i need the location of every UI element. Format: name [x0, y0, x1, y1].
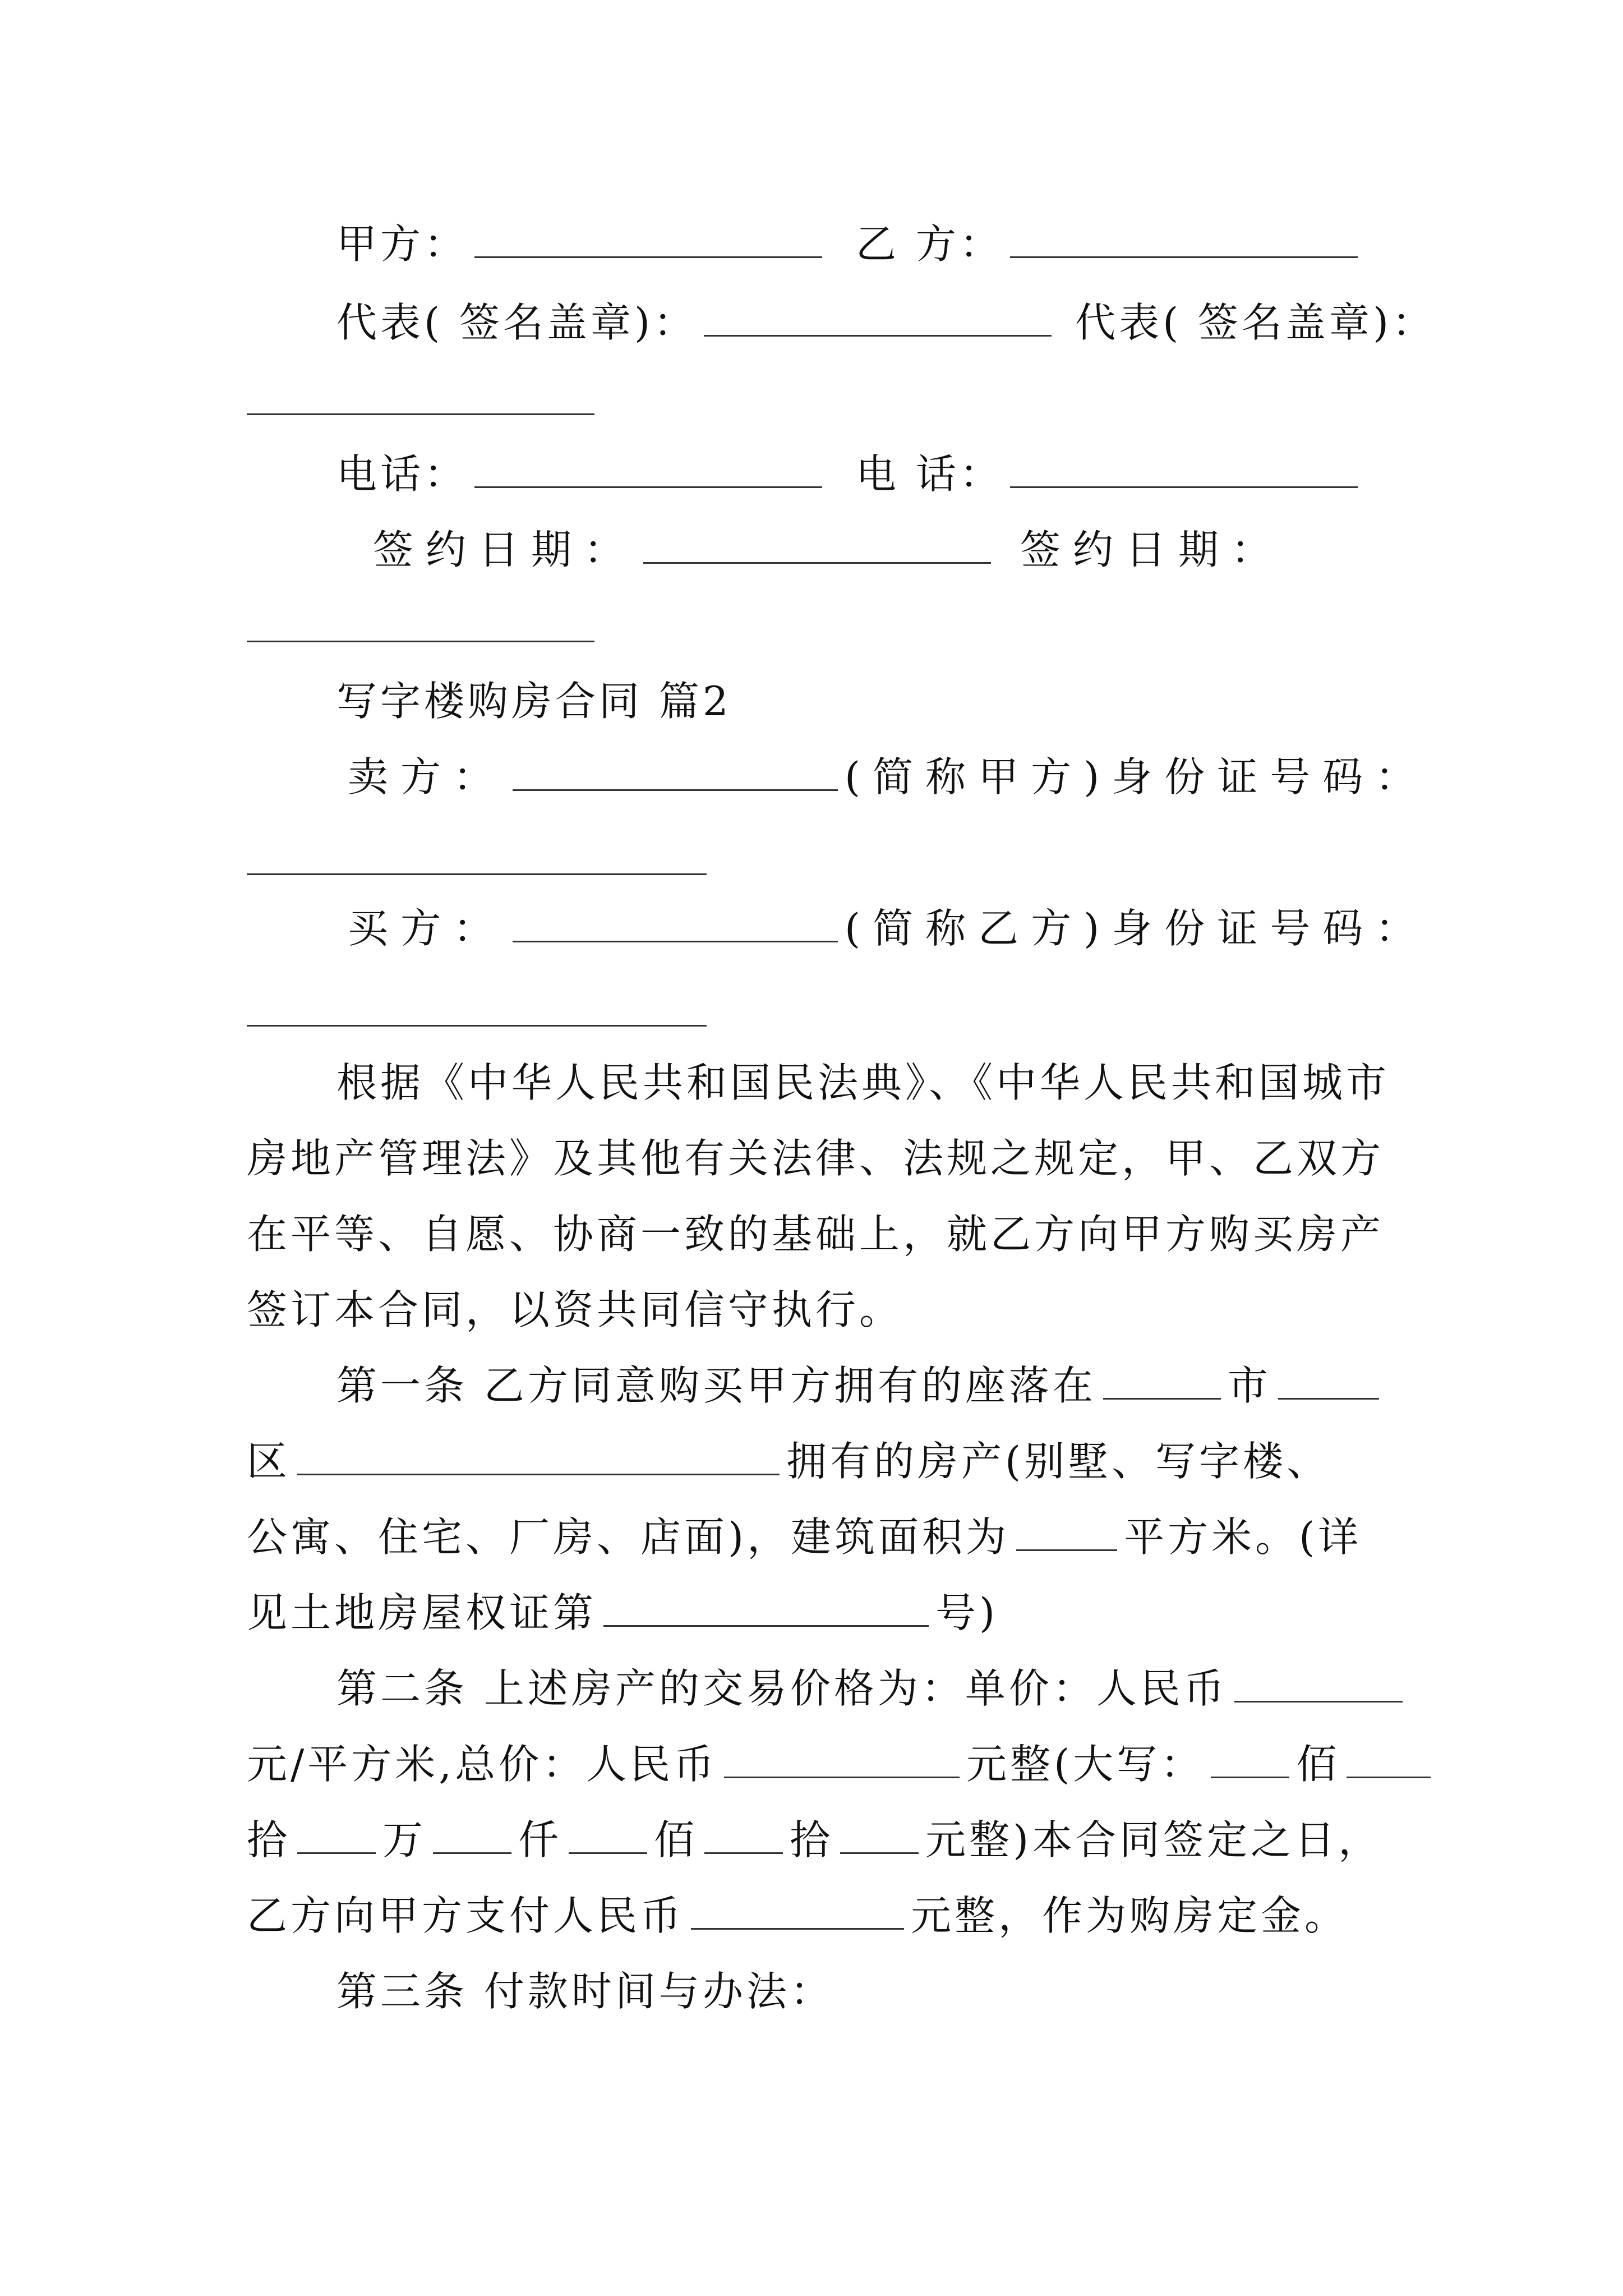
seller-alias: (简称甲方)身份证号码：: [845, 753, 1428, 800]
date-b-blank: [247, 639, 594, 642]
unit-price-blank: [1234, 1664, 1403, 1703]
preamble-line: 在平等、自愿、协商一致的基础上，就乙方向甲方购买房产: [247, 1211, 1385, 1258]
rep-b-blank: [247, 412, 594, 415]
section-title: 写字楼购房合同 篇2: [336, 678, 732, 725]
phone-b-label: 电 话：: [856, 450, 1003, 498]
preamble-line: 根据《中华人民共和国民法典》、《中华人民共和国城市: [336, 1059, 1390, 1106]
amount-blank: [704, 1815, 783, 1854]
article1-line: [247, 1512, 1385, 1562]
article2-line: [336, 1663, 1385, 1714]
article2-unit: 万: [382, 1816, 427, 1864]
article1-text: 见土地房屋权证第: [247, 1589, 597, 1636]
article1-city-label: 市: [1227, 1362, 1271, 1409]
amount-blank: [1347, 1740, 1431, 1778]
buyer-alias: (简称乙方)身份证号码：: [845, 905, 1428, 952]
article2-text: 元整)本合同签定之日，: [925, 1816, 1382, 1864]
date-b-label: 签约日期：: [1020, 526, 1284, 573]
certificate-number-blank: [603, 1588, 929, 1627]
article1-text: 拥有的房产(别墅、写字楼、: [786, 1438, 1331, 1485]
buyer-id-blank: [247, 1024, 707, 1027]
article2-unit: 佰: [1296, 1741, 1340, 1788]
article2-line: [247, 1815, 1385, 1865]
article2-line: [247, 1739, 1385, 1789]
party-b-blank: [1010, 219, 1358, 258]
seller-name-blank: [513, 752, 838, 791]
party-a-blank: [474, 219, 822, 258]
buyer-line: [348, 903, 1428, 954]
article3-title: 第三条 付款时间与办法：: [336, 1968, 834, 2015]
deposit-blank: [691, 1891, 904, 1930]
rep-a-label: 代表( 签名盖章)：: [336, 299, 698, 346]
rep-a-blank: [704, 298, 1052, 337]
article1-text: 第一条 乙方同意购买甲方拥有的座落在: [336, 1362, 1096, 1409]
article1-line: [247, 1588, 1385, 1638]
date-a-blank: [643, 525, 991, 564]
total-price-blank: [724, 1740, 960, 1778]
district-blank: [1278, 1361, 1379, 1400]
amount-blank: [433, 1815, 511, 1854]
article2-text: 元/平方米,总价：人民币: [247, 1741, 718, 1788]
article1-text: 号): [935, 1589, 999, 1636]
seller-label: 卖方：: [348, 753, 506, 800]
rep-b-label: 代表( 签名盖章)：: [1075, 299, 1436, 346]
article2-unit: 拾: [790, 1816, 834, 1864]
date-line: [373, 524, 1422, 575]
article2-unit: 仟: [518, 1816, 562, 1864]
article2-text: 元整，作为购房定金。: [911, 1892, 1349, 1939]
phone-a-label: 电话：: [336, 450, 468, 498]
article1-district-label: 区: [247, 1438, 291, 1485]
area-blank: [1016, 1512, 1117, 1551]
article2-line: [247, 1890, 1385, 1941]
article2-unit: 佰: [654, 1816, 698, 1864]
amount-blank: [569, 1815, 647, 1854]
phone-b-blank: [1010, 449, 1358, 488]
address-blank: [297, 1437, 780, 1475]
buyer-label: 买方：: [348, 905, 506, 952]
seller-line: [348, 752, 1428, 802]
representative-line: [336, 297, 1436, 348]
article1-line: [247, 1436, 1385, 1487]
article2-text: 乙方向甲方支付人民币: [247, 1892, 685, 1939]
amount-blank: [297, 1815, 376, 1854]
article1-text: 公寓、住宅、厂房、店面)，建筑面积为: [247, 1513, 1010, 1561]
party-a-label: 甲方：: [336, 220, 468, 268]
article2-unit: 拾: [247, 1816, 291, 1864]
article2-text: 第二条 上述房产的交易价格为：单价：人民币: [336, 1665, 1228, 1712]
phone-line: [336, 449, 1385, 499]
article1-line: [336, 1360, 1385, 1411]
party-line: [336, 219, 1385, 269]
date-a-label: 签约日期：: [373, 526, 637, 573]
article1-text: 平方米。(详: [1124, 1513, 1362, 1561]
amount-blank: [1211, 1740, 1289, 1778]
buyer-name-blank: [513, 904, 838, 942]
preamble-line: 签订本合同，以资共同信守执行。: [247, 1286, 903, 1333]
amount-blank: [840, 1815, 919, 1854]
preamble-line: 房地产管理法》及其他有关法律、法规之规定，甲、乙双方: [247, 1135, 1385, 1182]
seller-id-blank: [247, 872, 707, 875]
phone-a-blank: [474, 449, 822, 488]
city-blank: [1103, 1361, 1221, 1400]
party-b-label: 乙 方：: [856, 220, 1003, 268]
article2-text: 元整(大写：: [966, 1741, 1205, 1788]
